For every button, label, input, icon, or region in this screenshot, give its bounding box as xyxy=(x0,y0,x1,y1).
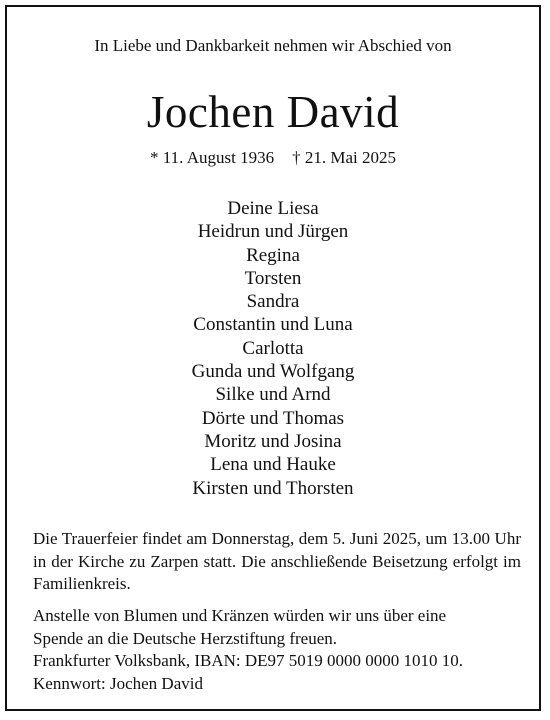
mourner-entry: Moritz und Josina xyxy=(204,430,342,452)
birth-date: * 11. August 1936 xyxy=(150,148,275,167)
death-date: † 21. Mai 2025 xyxy=(292,148,396,167)
mourner-entry: Deine Liesa xyxy=(227,198,319,219)
mourner-entry: Kirsten und Thorsten xyxy=(192,477,354,499)
mourner-entry: Dörte und Thomas xyxy=(201,407,345,429)
donation-line: Spende an die Deutsche Herzstiftung freuen. xyxy=(33,628,337,648)
donation-keyword: Kennwort: Jochen David xyxy=(33,673,203,693)
life-dates xyxy=(7,147,539,169)
mourner-entry: Silke und Arnd xyxy=(215,384,331,406)
bank-details: Frankfurter Volksbank, IBAN: DE97 5019 0000 0000 1010 10. xyxy=(33,651,464,670)
mourners-list xyxy=(7,197,539,500)
obituary-notice xyxy=(5,5,541,711)
intro-text: In Liebe und Dankbarkeit nehmen wir Abschied von xyxy=(94,36,452,55)
donation-line: Anstelle von Blumen und Kränzen würden wir uns über eine xyxy=(33,606,447,625)
mourner-entry: Constantin und Luna xyxy=(193,314,353,336)
donation-info xyxy=(33,605,521,695)
deceased-name: Jochen David xyxy=(146,87,400,137)
funeral-service-info: Die Trauerfeier findet am Donnerstag, dem 5. Juni 2025, um 13.00 Uhr in der Kirche zu Zarpen statt. Die anschließende Beisetzung erfolgt im Familienkreis. xyxy=(33,529,521,593)
mourner-entry: Gunda und Wolfgang xyxy=(191,361,355,383)
mourner-entry: Heidrun und Jürgen xyxy=(197,221,349,243)
mourner-entry: Torsten xyxy=(244,267,302,289)
mourner-entry: Lena und Hauke xyxy=(210,454,336,476)
mourner-entry: Regina xyxy=(246,244,300,266)
mourner-entry: Sandra xyxy=(246,291,300,313)
mourner-entry: Carlotta xyxy=(242,337,304,359)
